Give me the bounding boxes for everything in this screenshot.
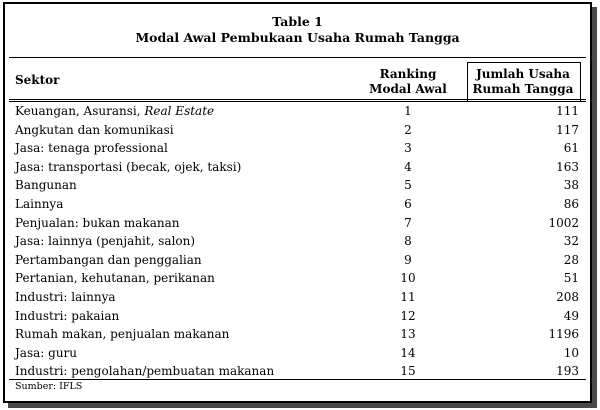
- rank-cell: 1: [404, 104, 412, 118]
- header-sektor: Sektor: [15, 73, 60, 87]
- jumlah-cell: 1196: [548, 327, 579, 342]
- rank-cell: 10: [400, 271, 416, 286]
- rank-cell: 11: [400, 289, 416, 304]
- table-row: [15, 214, 585, 233]
- sektor-cell: Industri: lainnya: [15, 289, 116, 304]
- sektor-cell: Lainnya: [15, 196, 64, 211]
- rank-cell: 6: [404, 196, 412, 211]
- rank-cell: 15: [400, 364, 416, 379]
- table-row: [15, 344, 585, 363]
- sektor-cell: Rumah makan, penjualan makanan: [15, 327, 230, 342]
- sektor-cell: Bangunan: [15, 178, 77, 193]
- rank-cell: 13: [400, 327, 416, 342]
- sektor-cell: Penjualan: bukan makanan: [15, 215, 180, 230]
- table-body: [15, 102, 585, 381]
- header-jumlah-line1: Jumlah Usaha: [476, 67, 570, 81]
- table-row: [15, 176, 585, 195]
- source-note: Sumber: IFLS: [15, 381, 83, 392]
- table-row: [15, 102, 585, 121]
- top-rule: [9, 57, 586, 58]
- jumlah-cell: 32: [563, 234, 579, 249]
- table-number: Table 1: [272, 14, 323, 29]
- table-row: [15, 325, 585, 344]
- rank-cell: 3: [404, 141, 412, 156]
- sektor-cell: Jasa: transportasi (becak, ojek, taksi): [15, 159, 242, 174]
- jumlah-cell: 38: [563, 178, 579, 193]
- rank-cell: 9: [404, 252, 412, 267]
- sektor-cell: Angkutan dan komunikasi: [15, 122, 174, 137]
- rank-cell: 12: [400, 308, 416, 323]
- header-ranking-line2: Modal Awal: [369, 82, 447, 96]
- rank-cell: 5: [404, 178, 412, 193]
- table-row: [15, 288, 585, 307]
- header-jumlah: [464, 67, 582, 97]
- jumlah-cell: 51: [563, 271, 579, 286]
- sektor-cell: Industri: pengolahan/pembuatan makanan: [15, 364, 275, 379]
- jumlah-cell: 1002: [548, 215, 579, 230]
- rank-cell: 7: [404, 215, 412, 230]
- jumlah-cell: 61: [563, 141, 579, 156]
- sektor-cell: Keuangan, Asuransi, Real Estate: [15, 104, 215, 118]
- jumlah-cell: 208: [556, 289, 579, 304]
- sektor-cell: Pertanian, kehutanan, perikanan: [15, 271, 215, 286]
- bottom-rule: [9, 379, 586, 380]
- header-ranking-line1: Ranking: [379, 67, 437, 81]
- rank-cell: 2: [404, 122, 412, 137]
- table-row: [15, 307, 585, 326]
- table-row: [15, 139, 585, 158]
- sektor-cell: Jasa: guru: [15, 345, 78, 360]
- table-frame: [3, 2, 592, 403]
- table-row: [15, 232, 585, 251]
- jumlah-cell: 163: [556, 159, 579, 174]
- jumlah-cell: 49: [563, 308, 579, 323]
- table-row: [15, 195, 585, 214]
- table-title: Modal Awal Pembukaan Usaha Rumah Tangga: [135, 30, 460, 45]
- table-row: [15, 158, 585, 177]
- rank-cell: 4: [404, 159, 412, 174]
- jumlah-cell: 86: [563, 196, 579, 211]
- sektor-cell: Jasa: tenaga professional: [15, 141, 168, 156]
- jumlah-cell: 10: [563, 345, 579, 360]
- table-row: [15, 121, 585, 140]
- sektor-cell: Jasa: lainnya (penjahit, salon): [15, 234, 196, 249]
- table-row: [15, 251, 585, 270]
- jumlah-cell: 111: [556, 104, 579, 118]
- header-ranking: [360, 67, 456, 97]
- sektor-cell: Industri: pakaian: [15, 308, 120, 323]
- rank-cell: 14: [400, 345, 416, 360]
- rank-cell: 8: [404, 234, 412, 249]
- jumlah-cell: 193: [556, 364, 579, 379]
- table-row: [15, 269, 585, 288]
- header-jumlah-line2: Rumah Tangga: [472, 82, 574, 96]
- sektor-cell: Pertambangan dan penggalian: [15, 252, 202, 267]
- jumlah-cell: 28: [563, 252, 579, 267]
- jumlah-cell: 117: [556, 122, 579, 137]
